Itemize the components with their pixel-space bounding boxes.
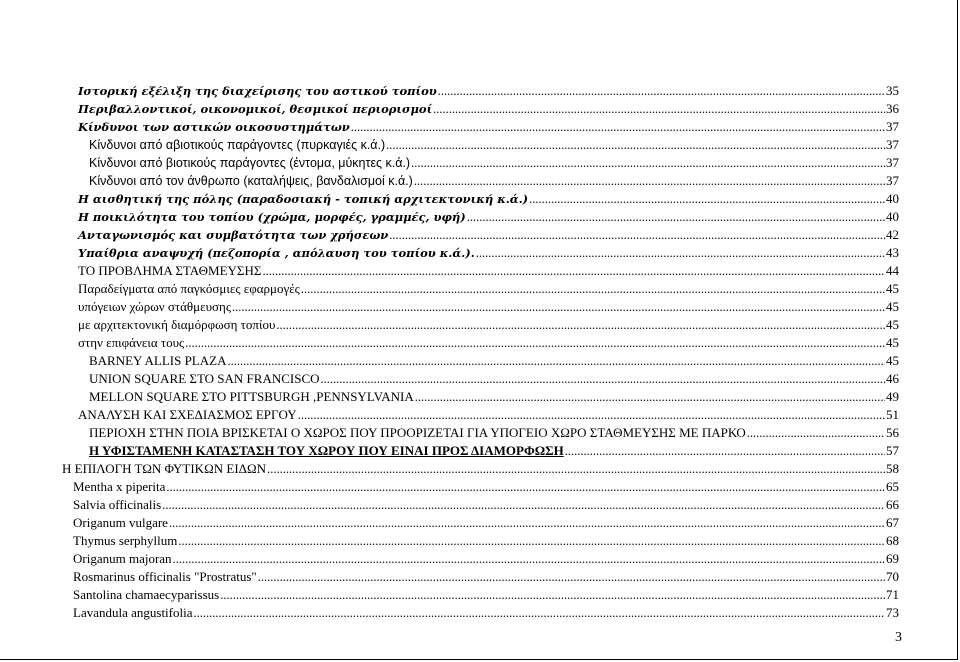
toc-entry[interactable] [78,208,899,226]
toc-entry[interactable] [89,388,899,406]
toc-entry-title: Κίνδυνοι από αβιοτικούς παράγοντες (πυρκαγιές κ.ά.) [89,138,386,152]
toc-entry-title: Περιβαλλοντικοί, οικονομικοί, θεσμικοί περιορισμοί [78,102,433,116]
toc-entry[interactable] [78,190,899,208]
toc-entry-title: στην επιφάνεια τους [78,335,185,350]
toc-dot-leader [411,154,885,172]
toc-entry-title: Mentha x piperita [73,479,166,494]
toc-entry-page: 37 [886,173,899,188]
toc-entry[interactable] [89,352,899,370]
toc-entry-page: 45 [886,353,899,368]
toc-entry-page: 44 [886,263,899,278]
toc-entry-page: 67 [886,515,899,530]
toc-entry-title: Origanum vulgare [73,515,168,530]
toc-dot-leader [476,244,885,262]
toc-entry[interactable] [73,586,899,604]
toc-entry-title: Thymus serphyllum [73,533,178,548]
toc-entry-title: UNION SQUARE ΣΤΟ SAN FRANCISCO [89,371,320,386]
toc-dot-leader [433,100,885,118]
toc-dot-leader [267,460,885,478]
toc-entry[interactable] [78,100,899,118]
toc-entry[interactable] [89,370,899,388]
toc-entry[interactable] [73,514,899,532]
toc-dot-leader [298,406,885,424]
toc-entry-title: Santolina chamaecyparissus [73,587,220,602]
toc-entry[interactable] [78,298,899,316]
toc-entry-title: Lavandula angustifolia [73,605,193,620]
toc-entry-page: 65 [886,479,899,494]
toc-entry-page: 56 [886,425,899,440]
toc-entry[interactable] [73,532,899,550]
toc-entry-page: 43 [886,245,899,260]
toc-entry[interactable] [78,406,899,424]
toc-entry-title: Rosmarinus officinalis "Prostratus" [73,569,257,584]
toc-entry[interactable] [78,226,899,244]
toc-entry-title: BARNEY ALLIS PLAZA [89,353,227,368]
toc-entry-title: Salvia officinalis [73,497,162,512]
toc-entry-page: 36 [886,101,899,116]
toc-entry-page: 58 [886,461,899,476]
toc-entry[interactable] [78,82,899,100]
toc-dot-leader [185,334,885,352]
toc-entry-page: 35 [886,83,899,98]
toc-dot-leader [415,388,885,406]
toc-entry-title: Παραδείγματα από παγκόσμιες εφαρμογές [78,281,300,296]
toc-entry[interactable] [73,478,899,496]
toc-entry[interactable] [78,334,899,352]
toc-entry-title: MELLON SQUARE ΣΤΟ PITTSBURGH ,PENNSYLVANIA [89,389,414,404]
toc-entry-page: 68 [886,533,899,548]
toc-entry-title: ΠΕΡΙΟΧΗ ΣΤΗΝ ΠΟΙΑ ΒΡΙΣΚΕΤΑΙ Ο ΧΩΡΟΣ ΠΟΥ ΠΡΟΟΡΙΖΕΤΑΙ ΓΙΑ ΥΠΟΓΕΙΟ ΧΩΡΟ ΣΤΑΘΜΕΥΣΗΣ ΜΕ ΠΑΡΚΟ [89,425,746,440]
toc-entry[interactable] [73,496,899,514]
toc-entry-page: 37 [886,155,899,170]
toc-dot-leader [162,496,885,514]
toc-entry[interactable] [78,244,899,262]
toc-entry-page: 45 [886,335,899,350]
toc-entry-page: 73 [886,605,899,620]
toc-dot-leader [227,352,885,370]
toc-dot-leader [467,208,885,226]
toc-entry-title: Κίνδυνοι των αστικών οικοσυστημάτων [78,120,350,134]
toc-entry-page: 45 [886,317,899,332]
toc-entry-page: 37 [886,137,899,152]
toc-entry[interactable] [78,316,899,334]
toc-entry-title: Κίνδυνοι από τον άνθρωπο (καταλήψεις, βανδαλισμοί κ.ά.) [89,174,413,188]
toc-entry-title: Origanum majoran [73,551,172,566]
toc-entry-page: 40 [886,209,899,224]
toc-entry-page: 51 [886,407,899,422]
toc-entry-title: Η ΥΦΙΣΤΑΜΕΝΗ ΚΑΤΑΣΤΑΣΗ ΤΟΥ ΧΩΡΟΥ ΠΟΥ ΕΙΝΑΙ ΠΡΟΣ ΔΙΑΜΟΡΦΩΣΗ [89,443,564,458]
toc-entry-title: Η αισθητική της πόλης (παραδοσιακή - τοπική αρχιτεκτονική κ.ά.) [78,192,529,206]
toc-entry-title: υπόγειων χώρων στάθμευσης [78,299,231,314]
toc-entry-title: με αρχιτεκτονική διαμόρφωση τοπίου [78,317,276,332]
toc-entry[interactable] [89,136,899,154]
toc-entry[interactable] [89,172,899,190]
toc-entry-page: 71 [886,587,899,602]
toc-entry[interactable] [73,604,899,622]
toc-entry-title: Υπαίθρια αναψυχή (πεζοπορία , απόλαυση του τοπίου κ.ά.). [78,246,475,260]
toc-dot-leader [194,604,886,622]
toc-dot-leader [173,550,885,568]
toc-dot-leader [565,442,885,460]
toc-dot-leader [232,298,885,316]
toc-entry-title: Η ποικιλότητα του τοπίου (χρώμα, μορφές, γραμμές, υφή) [78,210,466,224]
toc-dot-leader [258,568,885,586]
toc-entry[interactable] [73,550,899,568]
toc-entry-page: 45 [886,299,899,314]
toc-entry-title: ΤΟ ΠΡΟΒΛΗΜΑ ΣΤΑΘΜΕΥΣΗΣ [78,263,262,278]
toc-dot-leader [178,532,885,550]
toc-dot-leader [276,316,885,334]
toc-entry-page: 57 [886,443,899,458]
toc-entry[interactable] [78,262,899,280]
toc-dot-leader [169,514,885,532]
toc-entry-page: 42 [886,227,899,242]
toc-entry-page: 37 [886,119,899,134]
toc-dot-leader [321,370,885,388]
toc-dot-leader [529,190,885,208]
toc-entry[interactable] [89,154,899,172]
toc-entry-title: Κίνδυνοι από βιοτικούς παράγοντες (έντομα, μύκητες κ.ά.) [89,156,411,170]
toc-dot-leader [301,280,885,298]
toc-entry-page: 66 [886,497,899,512]
toc-dot-leader [166,478,885,496]
toc-entry-page: 70 [886,569,899,584]
toc-entry[interactable] [78,280,899,298]
toc-entry[interactable] [89,424,899,442]
toc-entry[interactable] [78,118,899,136]
toc-entry[interactable] [73,568,899,586]
toc-entry-page: 69 [886,551,899,566]
toc-entry[interactable] [62,460,899,478]
toc-dot-leader [220,586,885,604]
toc-entry-title: Ιστορική εξέλιξη της διαχείρισης του αστικού τοπίου [78,84,437,98]
toc-dot-leader [438,82,885,100]
toc-dot-leader [386,136,885,154]
toc-dot-leader [262,262,885,280]
toc-entry-title: Ανταγωνισμός και συμβατότητα των χρήσεων [78,228,389,242]
page-number: 3 [895,630,902,645]
toc-dot-leader [351,118,885,136]
toc-entry-title: ΑΝΑΛΥΣΗ ΚΑΙ ΣΧΕΔΙΑΣΜΟΣ ΕΡΓΟΥ [78,407,297,422]
toc-entry-page: 40 [886,191,899,206]
toc-entry-page: 49 [886,389,899,404]
toc-dot-leader [414,172,885,190]
toc-entry-title: Η ΕΠΙΛΟΓΗ ΤΩΝ ΦΥΤΙΚΩΝ ΕΙΔΩΝ [62,461,267,476]
toc-dot-leader [389,226,885,244]
toc-entry-page: 46 [886,371,899,386]
toc-dot-leader [747,424,885,442]
toc-entry-page: 45 [886,281,899,296]
toc-entry[interactable] [89,442,899,460]
